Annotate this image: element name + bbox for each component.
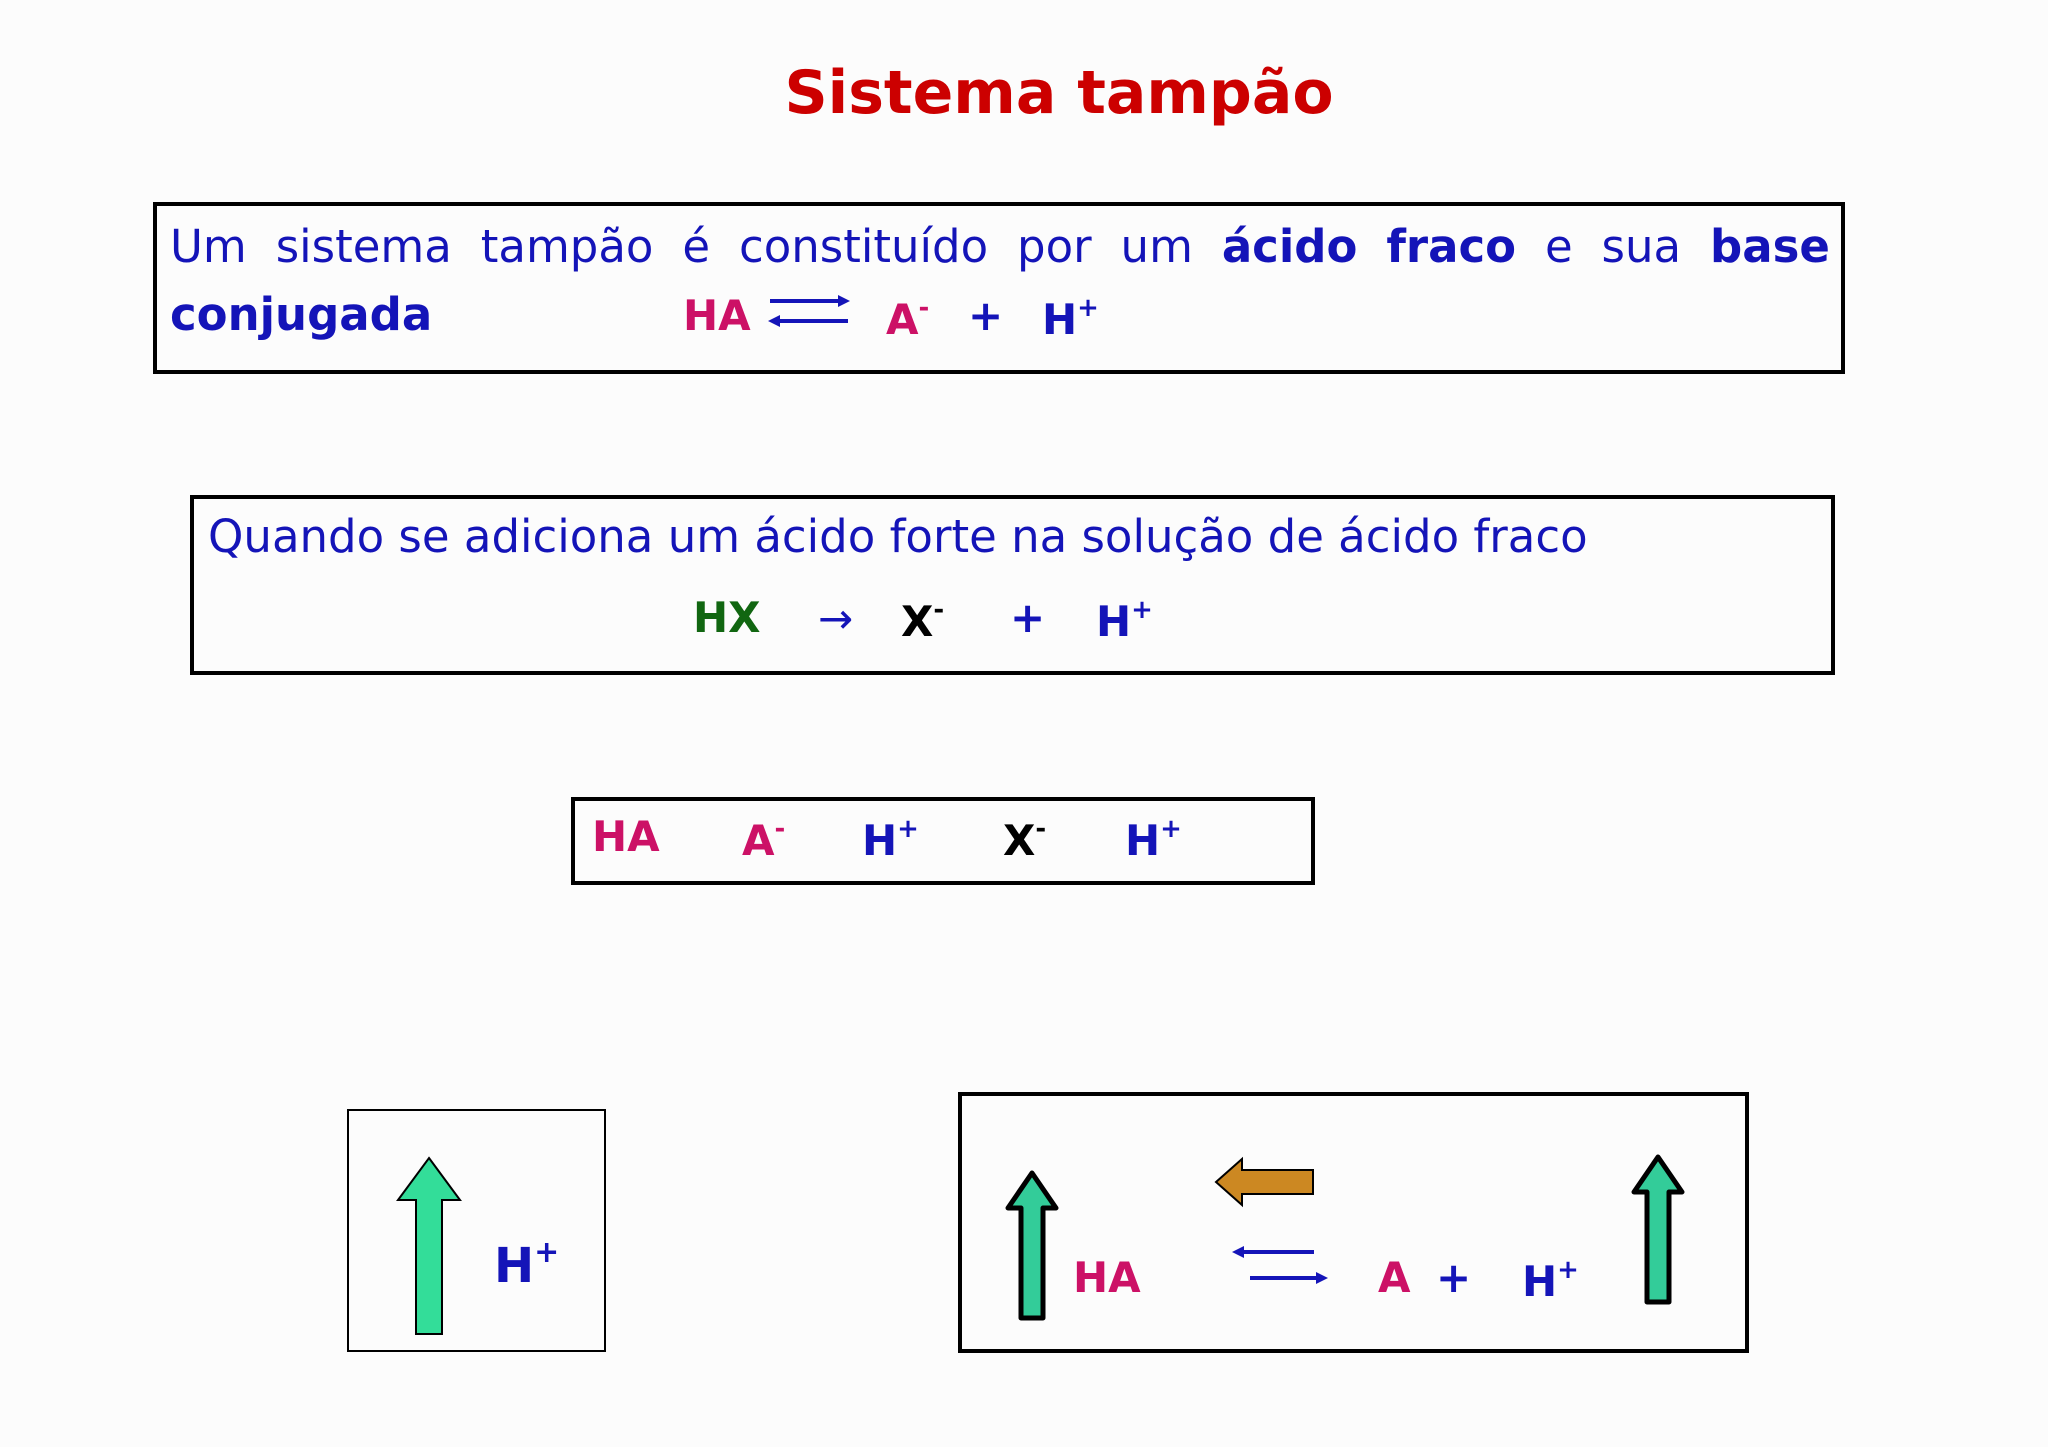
- eq2-h-plus: H+: [1096, 595, 1153, 646]
- definition-word: um: [1120, 220, 1193, 273]
- shift-left-arrow-icon: [1214, 1156, 1316, 1208]
- definition-word: sistema: [275, 220, 452, 273]
- eq2-plus: +: [1010, 593, 1046, 642]
- species-x-minus: X-: [1003, 814, 1047, 865]
- slide-title: Sistema tampão: [784, 58, 1334, 128]
- eq1-a-minus: A-: [886, 293, 930, 344]
- definition-word: e: [1544, 220, 1573, 273]
- h-increase-box: [347, 1109, 606, 1352]
- eq1-plus: +: [968, 291, 1004, 340]
- species-h-plus: H+: [862, 814, 919, 865]
- eq2-arrow-icon: →: [818, 594, 854, 643]
- eq5-plus: +: [1436, 1253, 1472, 1302]
- definition-line-1: [170, 220, 1830, 273]
- species-h-plus-2: H+: [1125, 814, 1182, 865]
- species-box: [571, 797, 1315, 885]
- definition-word: por: [1017, 220, 1092, 273]
- equilibrium-arrows-reverse-icon: [1230, 1240, 1332, 1290]
- definition-weak-acid-word1: ácido: [1221, 220, 1358, 273]
- eq1-h-plus: H+: [1042, 293, 1099, 344]
- strong-acid-text: Quando se adiciona um ácido forte na solução de ácido fraco: [208, 510, 1588, 563]
- h-increase-label: H+: [494, 1235, 560, 1294]
- eq2-x-minus: X-: [901, 595, 945, 646]
- definition-word: é: [682, 220, 711, 273]
- eq1-ha: HA: [683, 291, 751, 340]
- definition-word: sua: [1601, 220, 1682, 273]
- definition-weak-acid-word2: fraco: [1386, 220, 1517, 273]
- definition-base-word: base: [1710, 220, 1830, 273]
- eq2-hx: HX: [693, 593, 761, 642]
- eq5-ha: HA: [1073, 1253, 1141, 1302]
- definition-word: Um: [170, 220, 247, 273]
- eq5-h-plus: H+: [1522, 1255, 1579, 1306]
- definition-conjugate-word: conjugada: [170, 288, 433, 341]
- h-up-arrow-icon: [1630, 1154, 1686, 1306]
- species-ha: HA: [592, 812, 660, 861]
- definition-word: constituído: [738, 220, 989, 273]
- equilibrium-arrows-icon: [766, 288, 852, 332]
- up-arrow-icon: [394, 1156, 464, 1338]
- ha-up-arrow-icon: [1004, 1170, 1060, 1322]
- eq5-a: A: [1378, 1253, 1411, 1302]
- species-a-minus: A-: [742, 814, 786, 865]
- definition-word: tampão: [480, 220, 654, 273]
